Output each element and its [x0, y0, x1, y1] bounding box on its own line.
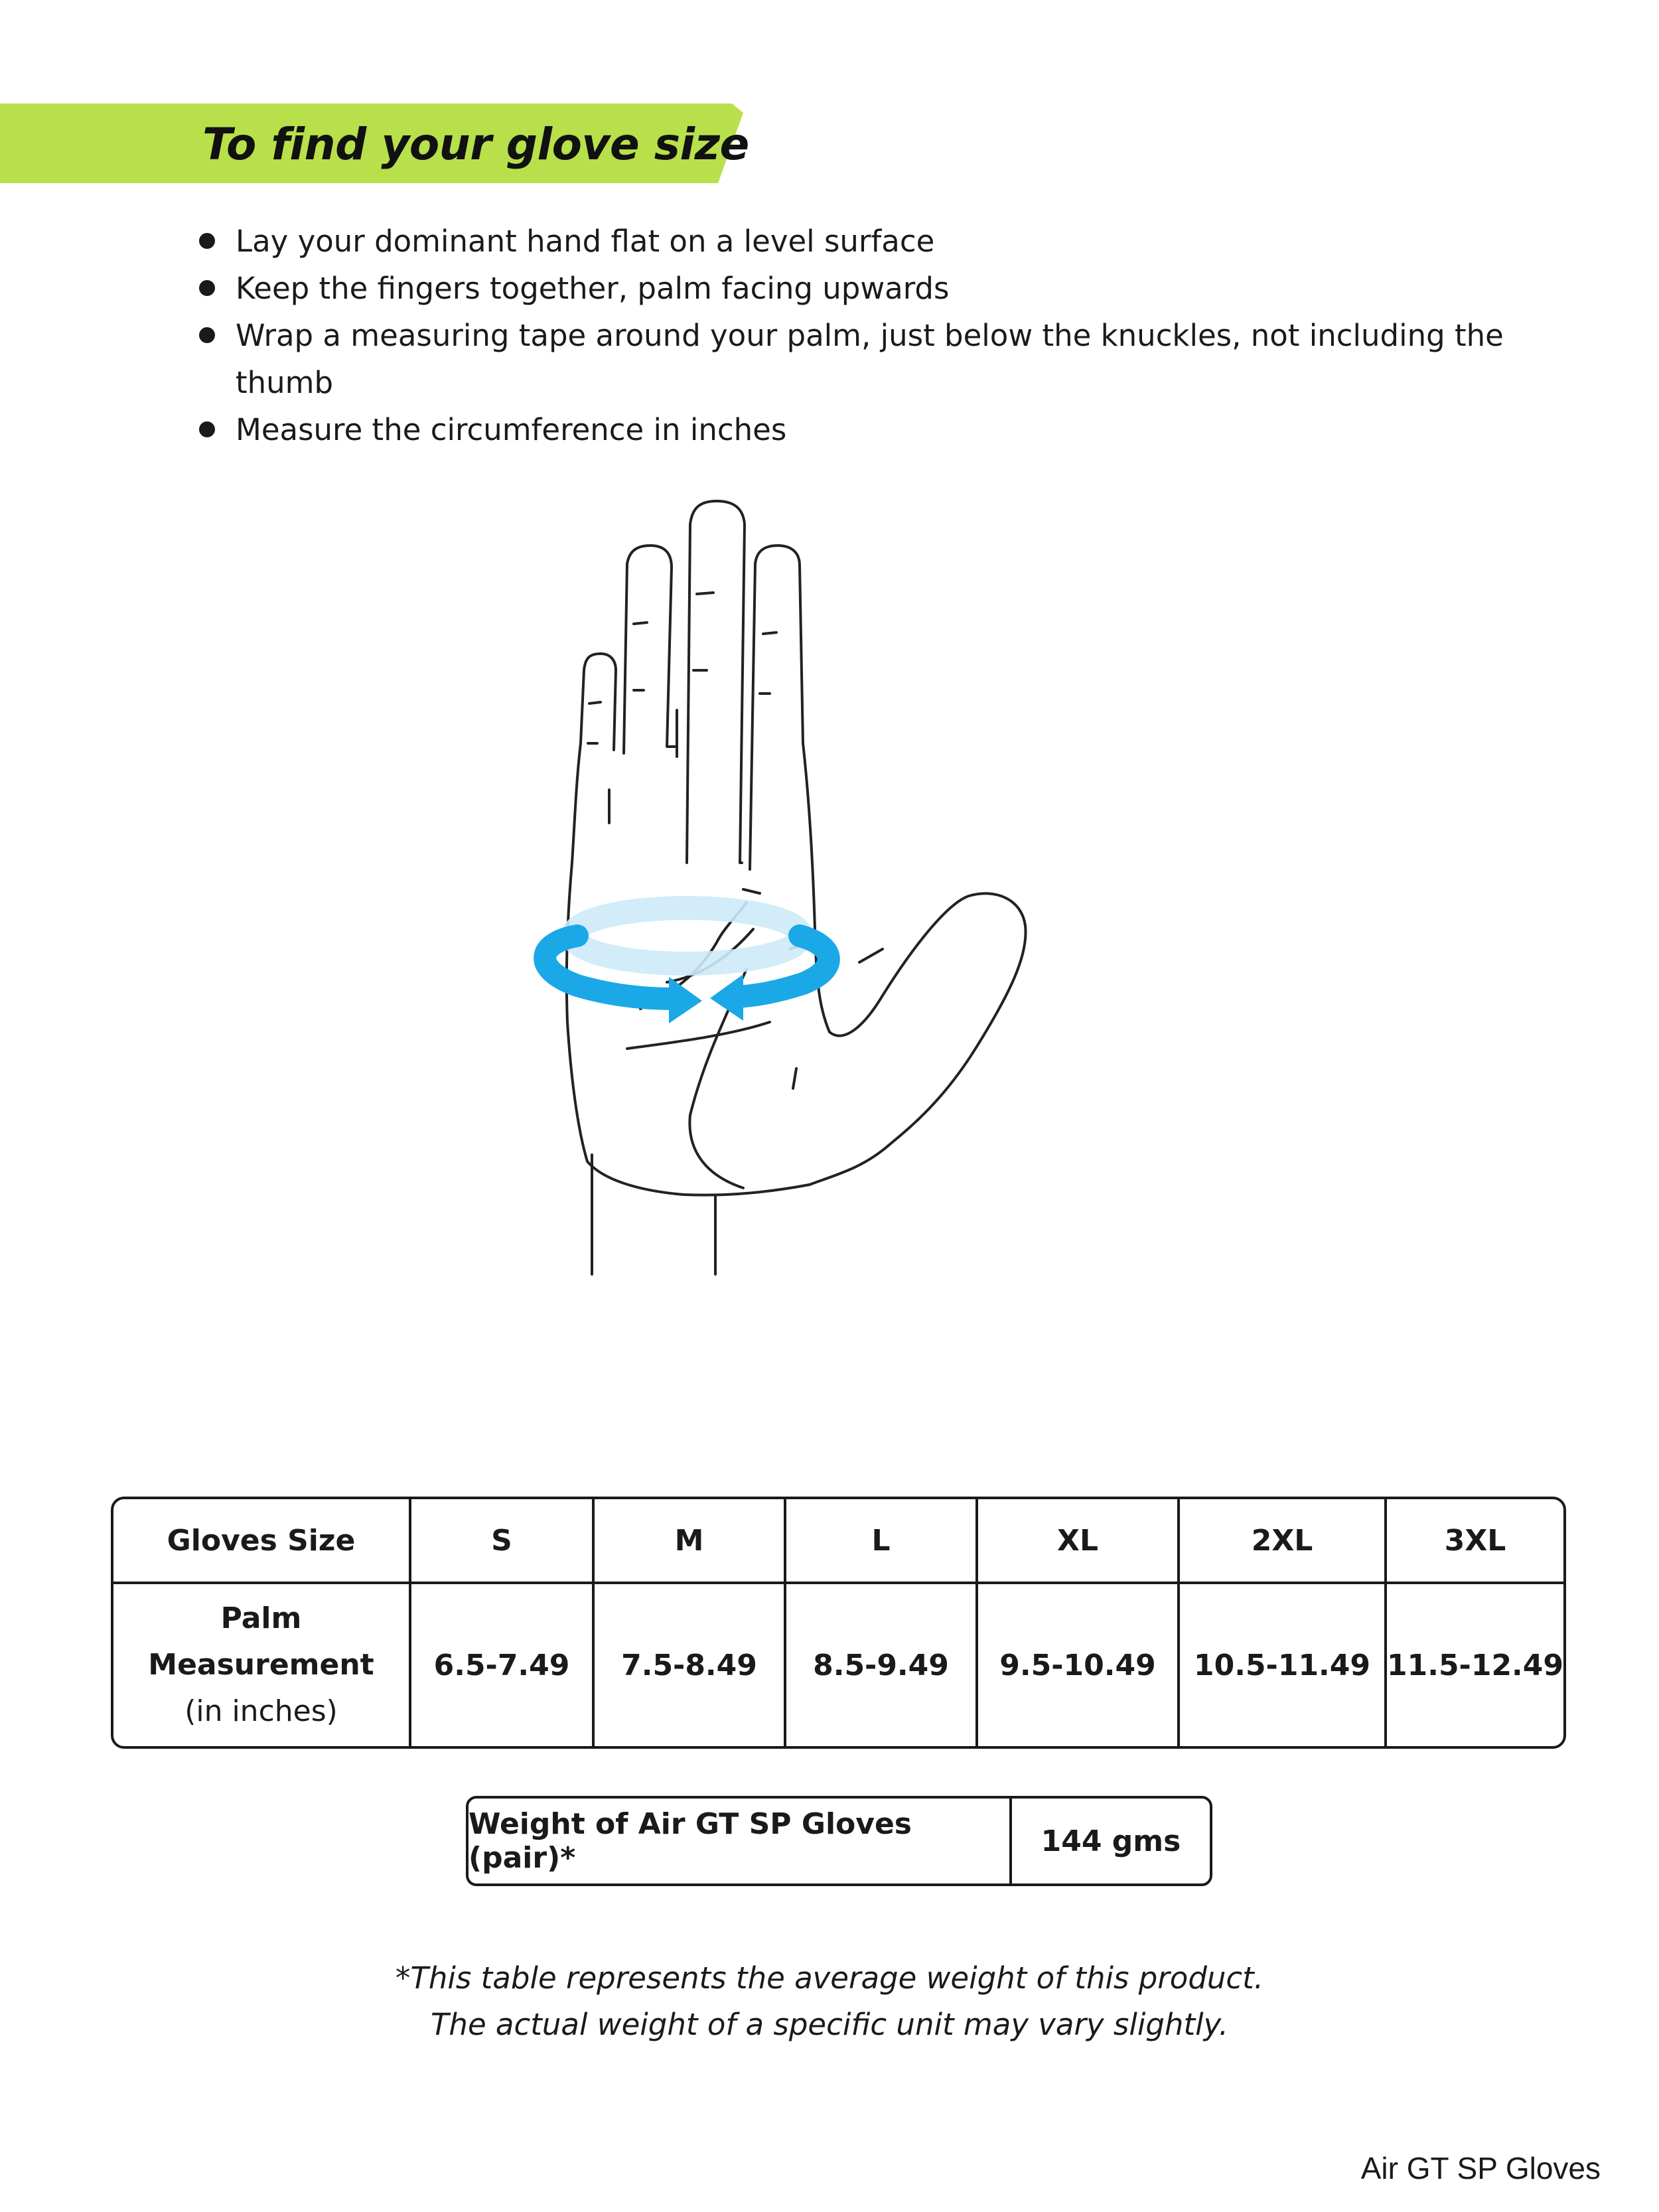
instruction-item: Measure the circumference in inches: [199, 406, 1520, 453]
weight-value: 144 gms: [1041, 1824, 1181, 1858]
measurement-cell: 11.5-12.49: [1387, 1648, 1563, 1682]
measurement-cell: 7.5-8.49: [595, 1584, 786, 1746]
measurement-cell: 9.5-10.49: [978, 1584, 1180, 1746]
glove-size-table: [111, 1497, 1566, 1749]
instruction-item: Wrap a measuring tape around your palm, just below the knuckles, not including the thumb: [199, 312, 1520, 406]
size-cell: S: [411, 1499, 595, 1584]
row-label-line: Measurement: [148, 1648, 374, 1682]
size-cell: 2XL: [1180, 1499, 1387, 1584]
measurement-cell: 8.5-9.49: [786, 1584, 978, 1746]
size-cell: XL: [978, 1499, 1180, 1584]
footnote-line: *This table represents the average weight of this product.: [395, 1960, 1264, 1996]
measurement-row: [113, 1584, 1563, 1746]
measurement-cell: 10.5-11.49: [1180, 1584, 1387, 1746]
row-label-unit: (in inches): [184, 1694, 338, 1728]
instruction-item: Keep the fingers together, palm facing upwards: [199, 265, 1520, 312]
weight-label: Weight of Air GT SP Gloves (pair)*: [469, 1799, 1012, 1883]
product-name-footer: Air GT SP Gloves: [1360, 2151, 1601, 2185]
size-cell: M: [595, 1499, 786, 1584]
palm-measurement-label: [113, 1584, 411, 1746]
measurement-cell: 6.5-7.49: [411, 1584, 595, 1746]
instruction-list: [199, 218, 1520, 453]
hand-measure-icon: [491, 491, 1208, 1407]
footnote: [0, 1955, 1659, 2048]
size-cell: 3XL: [1387, 1499, 1563, 1584]
instruction-item: Lay your dominant hand flat on a level surface: [199, 218, 1520, 265]
gloves-size-label: Gloves Size: [113, 1499, 411, 1584]
row-label-line: Palm: [220, 1601, 302, 1635]
footnote-line: The actual weight of a specific unit may vary slightly.: [430, 2007, 1229, 2042]
size-cell: L: [786, 1499, 978, 1584]
page-title: To find your glove size: [202, 119, 749, 170]
size-header-row: [113, 1499, 1563, 1584]
weight-table: [466, 1796, 1212, 1886]
